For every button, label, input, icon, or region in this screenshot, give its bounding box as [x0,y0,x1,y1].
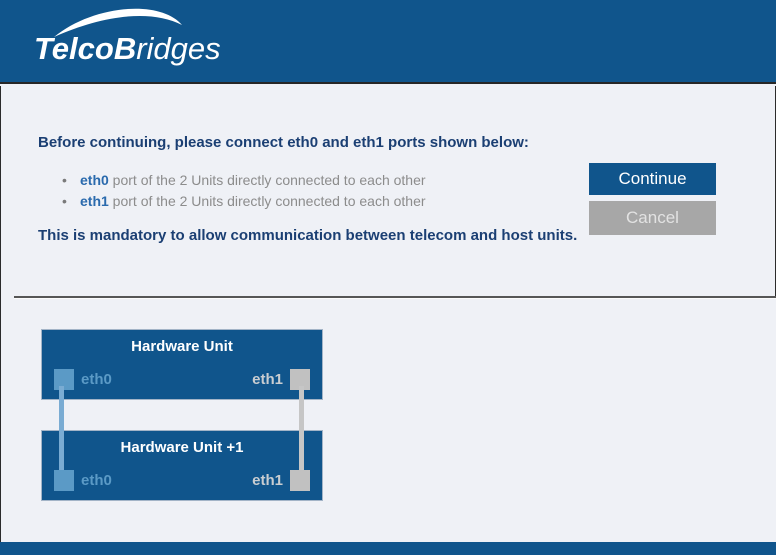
cancel-button[interactable]: Cancel [589,201,716,235]
list-item-text: port of the 2 Units directly connected to each other [108,193,426,209]
hardware-unit-1 [41,329,323,400]
unit1-eth0-label: eth0 [81,371,112,388]
footer-bar [0,542,776,555]
connection-diagram [0,300,776,530]
list-item-text: port of the 2 Units directly connected to each other [108,172,426,188]
unit2-eth0-label: eth0 [81,472,112,489]
hardware-unit-2-title: Hardware Unit +1 [120,439,244,456]
eth0-port-label: eth0 [80,172,109,188]
instruction-list [60,170,426,212]
eth0-port-icon [54,470,74,491]
instruction-heading: Before continuing, please connect eth0 and eth1 ports shown below: [38,134,529,151]
eth1-cable-line [299,386,304,470]
logo-text [34,31,221,67]
hardware-unit-2 [41,430,323,501]
unit1-eth1-label: eth1 [252,371,283,388]
eth1-port-label: eth1 [80,193,109,209]
section-divider [14,296,776,299]
logo-text-bold: TelcoB [34,31,137,66]
unit2-eth1-port [252,470,310,491]
hardware-unit-1-title: Hardware Unit [131,338,233,355]
header [0,0,776,84]
telcobridges-logo [18,3,270,81]
unit2-eth1-label: eth1 [252,472,283,489]
eth0-cable-line [59,386,64,470]
list-item-eth1 [60,191,426,212]
logo-text-light: ridges [136,31,221,66]
continue-button[interactable]: Continue [589,163,716,195]
list-item-eth0 [60,170,426,191]
mandatory-note: This is mandatory to allow communication between telecom and host units. [38,227,578,244]
unit2-eth0-port [54,470,112,491]
eth0-port-icon [54,369,74,390]
eth1-port-icon [290,470,310,491]
